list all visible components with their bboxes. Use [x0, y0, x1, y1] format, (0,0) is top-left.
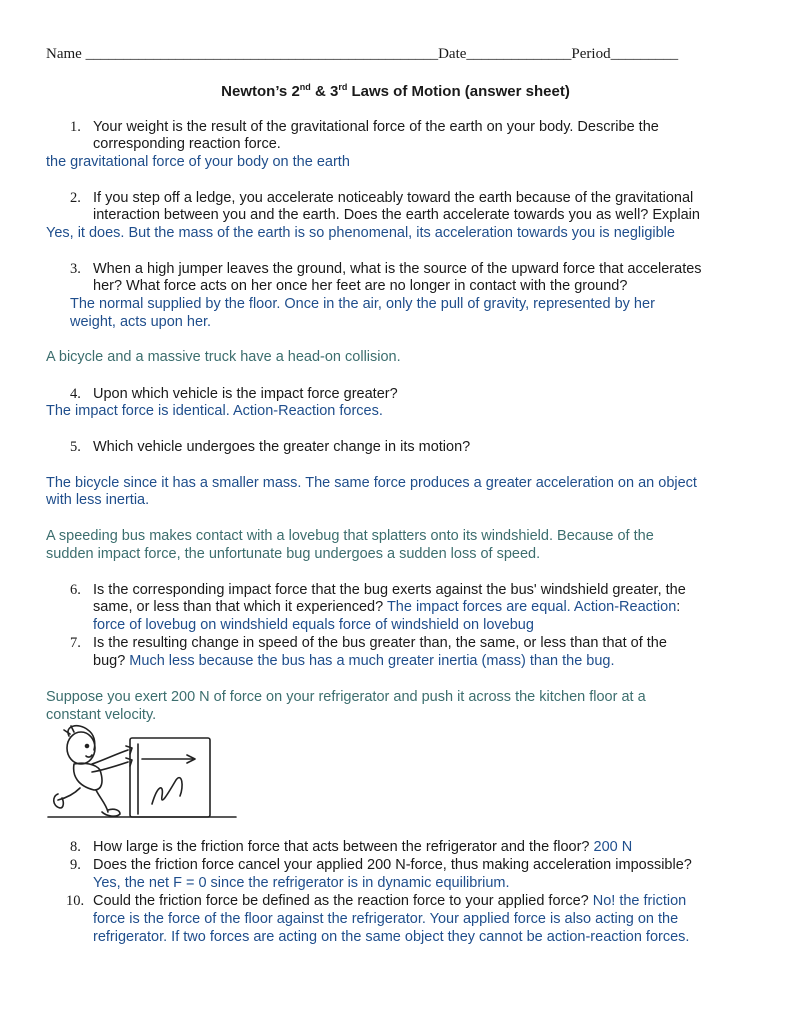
answer-text: refrigerator. If two forces are acting on the same object they cannot be action-reaction forces. — [93, 929, 690, 945]
question-text: corresponding reaction force. — [93, 136, 281, 152]
scenario-text: A speeding bus makes contact with a lovebug that splatters onto its windshield. Because of the — [46, 528, 654, 544]
question-text: bug? Much less because the bus has a much greater inertia (mass) than the bug. — [93, 653, 615, 669]
question-text: If you step off a ledge, you accelerate noticeably toward the earth because of the gravitational — [93, 190, 694, 206]
question-text: How large is the friction force that acts between the refrigerator and the floor? 200 N — [93, 839, 633, 855]
question-text: same, or less than that which it experienced? The impact forces are equal. Action-Reaction: — [93, 599, 681, 615]
answer-text: The bicycle since it has a smaller mass. The same force produces a greater acceleration on an object — [46, 475, 697, 491]
squiggle-mark — [152, 778, 182, 804]
answer-text: No! the friction — [592, 893, 687, 909]
scenario-text: sudden impact force, the unfortunate bug undergoes a sudden loss of speed. — [46, 546, 541, 562]
answer-text: Yes, it does. But the mass of the earth is so phenomenal, its acceleration towards you is negligible — [46, 225, 675, 241]
date-blank[interactable]: ______________ — [466, 46, 572, 62]
question-text: Which vehicle undergoes the greater change in its motion? — [93, 439, 471, 455]
answer-text: with less inertia. — [46, 492, 150, 508]
page-title: Newton’s 2nd & 3rd Laws of Motion (answer sheet) — [221, 82, 570, 100]
question-text: Your weight is the result of the gravitational force of the earth on your body. Describe the — [93, 119, 659, 135]
period-label: Period — [571, 46, 611, 62]
question-number: 3. — [70, 261, 81, 277]
answer-text: Much less because the bus has a much greater inertia (mass) than the bug. — [129, 653, 615, 669]
scenario-text: constant velocity. — [46, 707, 157, 723]
question-text: Could the friction force be defined as the reaction force to your applied force? No! the friction — [93, 893, 687, 909]
answer-text: force of lovebug on windshield equals force of windshield on lovebug — [93, 617, 534, 633]
question-number: 1. — [70, 119, 81, 135]
question-number: 7. — [70, 635, 81, 651]
refrigerator-push-illustration — [44, 724, 240, 824]
answer-text: force is the force of the floor against the refrigerator. Your applied force is also acting on the — [93, 911, 679, 927]
period-blank[interactable]: _________ — [610, 46, 679, 62]
scenario-text: Suppose you exert 200 N of force on your refrigerator and push it across the kitchen floor at a — [46, 689, 646, 705]
question-text: Upon which vehicle is the impact force greater? — [93, 386, 398, 402]
question-text: When a high jumper leaves the ground, what is the source of the upward force that accelerates — [93, 261, 702, 277]
question-number: 10. — [66, 893, 85, 909]
answer-text: The normal supplied by the floor. Once in the air, only the pull of gravity, represented by her — [70, 296, 655, 312]
question-number: 5. — [70, 439, 81, 455]
answer-text: The impact force is identical. Action-Reaction forces. — [46, 403, 383, 419]
answer-text: Yes, the net F = 0 since the refrigerator is in dynamic equilibrium. — [93, 875, 510, 891]
question-text: interaction between you and the earth. Does the earth accelerate towards you as well? Explain — [93, 207, 700, 223]
question-text: her? What force acts on her once her feet are no longer in contact with the ground? — [93, 278, 628, 294]
question-text: Is the corresponding impact force that the bug exerts against the bus' windshield greater, the — [93, 582, 686, 598]
header-line — [46, 46, 678, 63]
answer-text: weight, acts upon her. — [70, 314, 212, 330]
question-number: 6. — [70, 582, 81, 598]
answer-text: 200 N — [593, 839, 633, 855]
question-number: 2. — [70, 190, 81, 206]
question-number: 8. — [70, 839, 81, 855]
name-blank[interactable]: _______________________________________________ — [85, 46, 439, 62]
question-number: 4. — [70, 386, 81, 402]
scenario-text: A bicycle and a massive truck have a head-on collision. — [46, 349, 401, 365]
answer-text: The impact forces are equal. Action-Reaction — [386, 599, 677, 615]
name-label: Name — [46, 46, 82, 62]
question-text: Does the friction force cancel your applied 200 N-force, thus making acceleration impossible? — [93, 857, 692, 873]
date-label: Date — [438, 46, 467, 62]
question-text: Is the resulting change in speed of the bus greater than, the same, or less than that of the — [93, 635, 667, 651]
answer-text: the gravitational force of your body on the earth — [46, 154, 350, 170]
refrigerator-shape — [130, 738, 210, 817]
question-number: 9. — [70, 857, 81, 873]
